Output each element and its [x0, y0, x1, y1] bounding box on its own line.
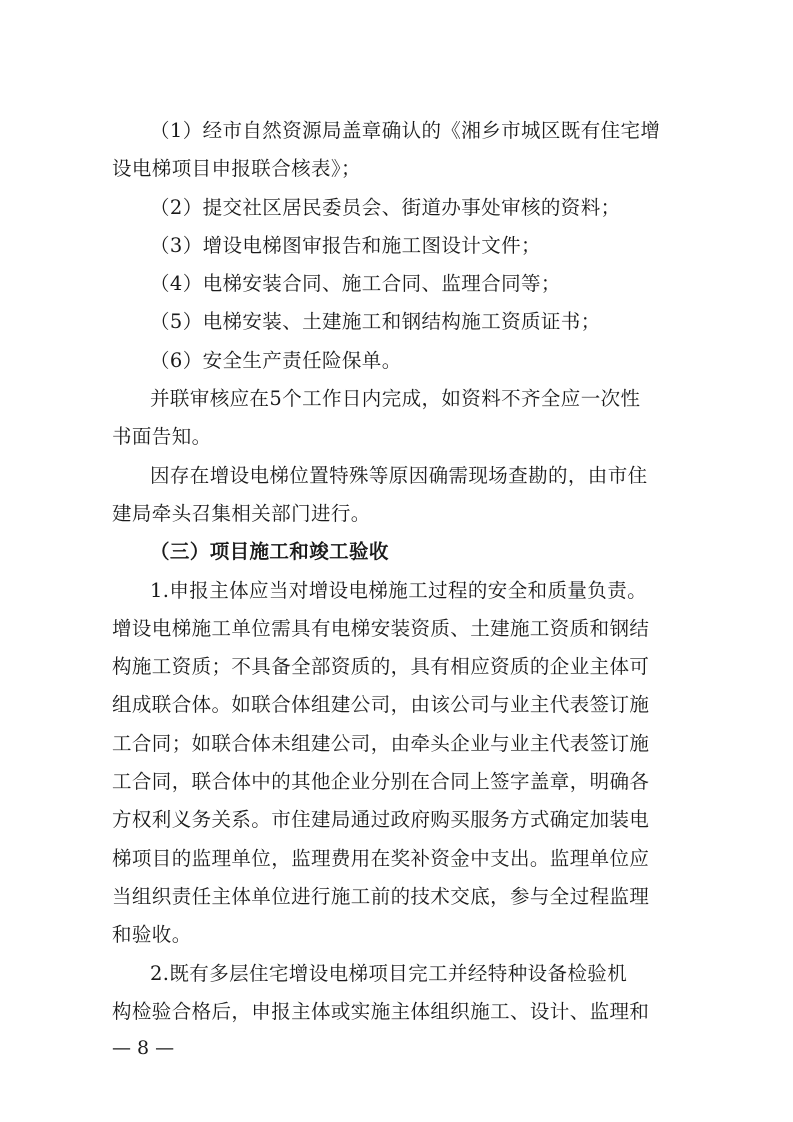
list-item-6: （6）安全生产责任险保单。 — [150, 348, 402, 372]
page-number: — 8 — — [112, 1037, 175, 1059]
section-heading: （三）项目施工和竣工验收 — [150, 540, 389, 564]
list-item-4: （4）电梯安装合同、施工合同、监理合同等； — [150, 272, 561, 296]
clause-1-paragraph: 1.申报主体应当对增设电梯施工过程的安全和质量负责。 增设电梯施工单位需具有电梯安装资质、土建施工资质和钢结 构施工资质；不具备全部资质的，具有相应资质的企业主体可 组成联合体。如联合体组建公司，由该公司与业主代表签订施 工合同；如联合体未组建公司，由牵头企业与业主代表签订施 工合同，联合体中的其他企业分别在合同上签字盖章，明确各 方权利义务关系。市住建局通过政府购买服务方式确定加装电 梯项目的监理单位，监理费用在奖补资金中支出。监理单位应 当组织责任主体单位进行施工前的技术交底，参与全过程监理 和验收。 — [112, 578, 650, 947]
list-item-1: （1）经市自然资源局盖章确认的《湘乡市城区既有住宅增 设电梯项目申报联合核表》； — [112, 119, 661, 181]
list-item-3: （3）增设电梯图审报告和施工图设计文件； — [150, 233, 541, 257]
document-body — [112, 112, 697, 1031]
list-item-5: （5）电梯安装、土建施工和钢结构施工资质证书； — [150, 310, 601, 334]
clause-2-paragraph: 2.既有多层住宅增设电梯项目完工并经特种设备检验机 构检验合格后，申报主体或实施主体组织施工、设计、监理和 — [112, 961, 650, 1023]
site-survey-paragraph: 因存在增设电梯位置特殊等原因确需现场查勘的，由市住 建局牵头召集相关部门进行。 — [112, 463, 648, 525]
review-period-paragraph: 并联审核应在5个工作日内完成，如资料不齐全应一次性 书面告知。 — [112, 387, 641, 449]
list-item-2: （2）提交社区居民委员会、街道办事处审核的资料； — [150, 195, 621, 219]
